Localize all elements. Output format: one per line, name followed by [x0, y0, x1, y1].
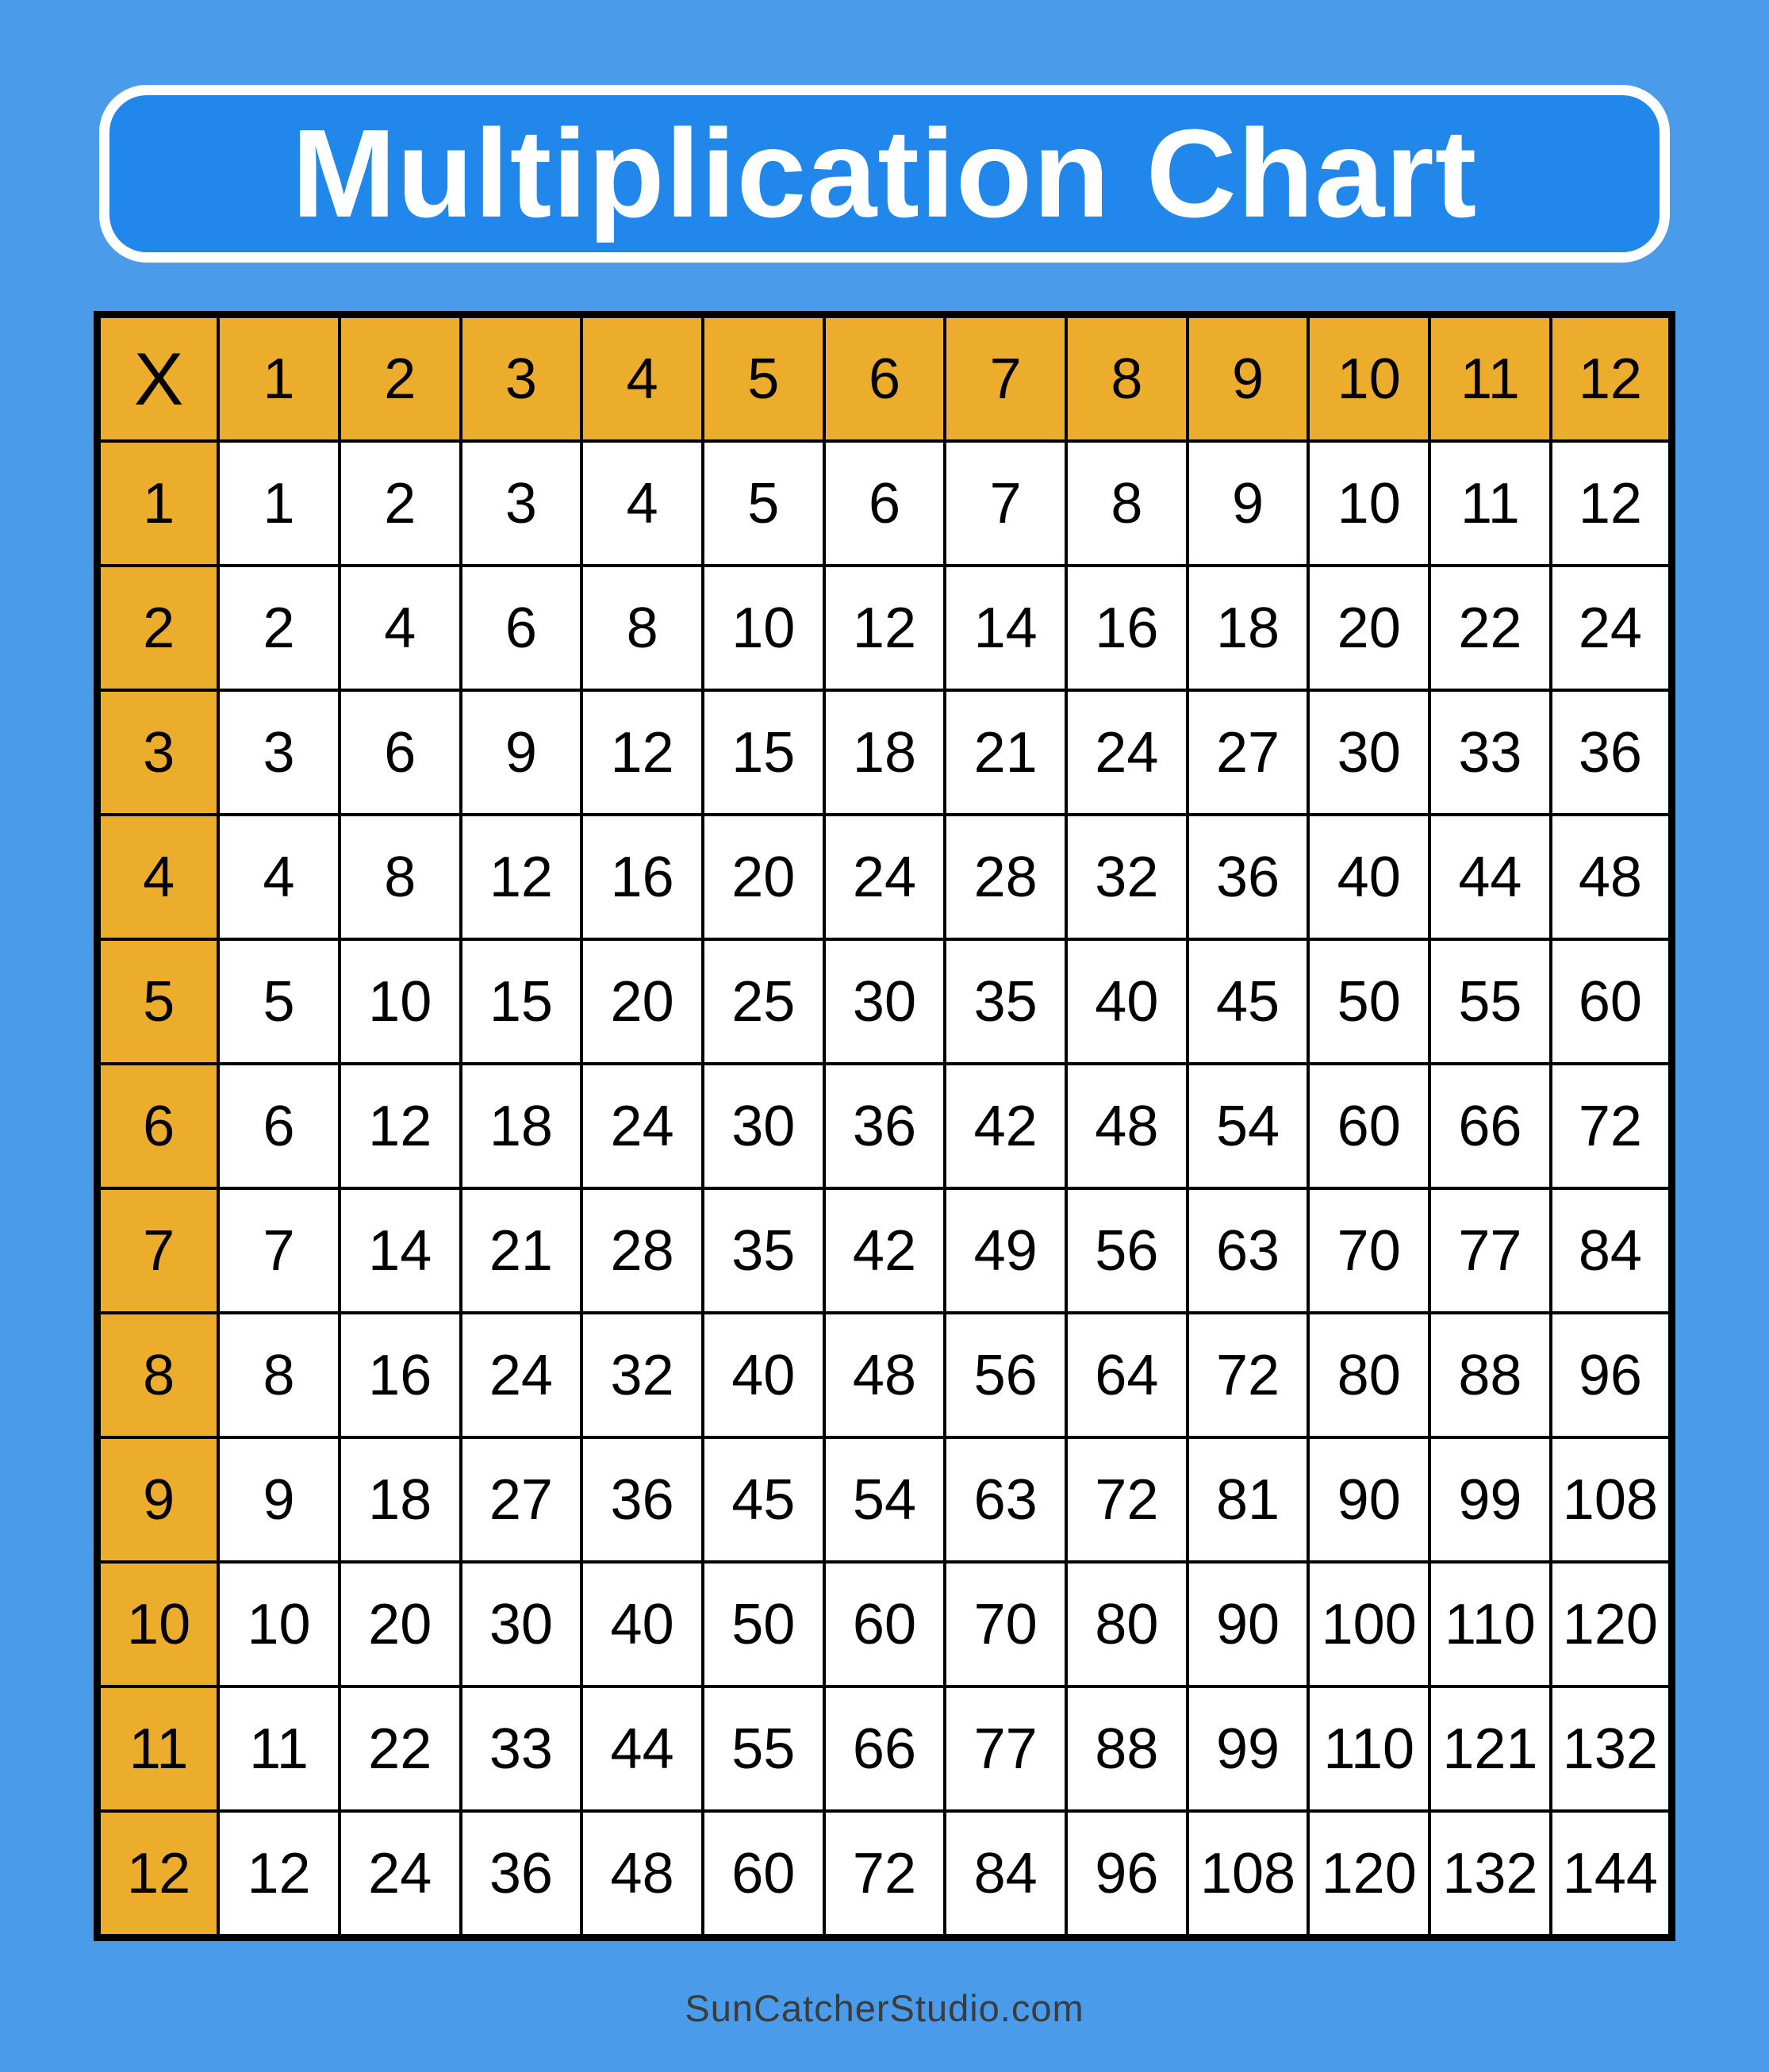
product-cell-2x11: 22	[1429, 566, 1551, 690]
product-cell-2x5: 10	[703, 566, 824, 690]
product-cell-5x11: 55	[1429, 939, 1551, 1064]
product-cell-7x8: 56	[1066, 1188, 1188, 1313]
product-cell-8x4: 32	[581, 1313, 703, 1437]
product-cell-3x4: 12	[581, 690, 703, 815]
product-cell-1x8: 8	[1066, 441, 1188, 566]
product-cell-11x11: 121	[1429, 1686, 1551, 1811]
product-cell-3x12: 36	[1551, 690, 1672, 815]
row-header-3: 3	[98, 690, 219, 815]
column-header-3: 3	[461, 315, 582, 442]
product-cell-11x5: 55	[703, 1686, 824, 1811]
product-cell-4x9: 36	[1188, 815, 1309, 939]
product-cell-6x9: 54	[1188, 1064, 1309, 1188]
product-cell-1x6: 6	[824, 441, 946, 566]
product-cell-4x3: 12	[461, 815, 582, 939]
product-cell-11x4: 44	[581, 1686, 703, 1811]
product-cell-4x4: 16	[581, 815, 703, 939]
product-cell-12x2: 24	[340, 1811, 461, 1938]
product-cell-3x7: 21	[945, 690, 1066, 815]
product-cell-7x10: 70	[1308, 1188, 1429, 1313]
product-cell-1x4: 4	[581, 441, 703, 566]
table-row-5	[98, 939, 1672, 1064]
product-cell-9x4: 36	[581, 1437, 703, 1562]
product-cell-2x9: 18	[1188, 566, 1309, 690]
product-cell-7x12: 84	[1551, 1188, 1672, 1313]
product-cell-10x6: 60	[824, 1562, 946, 1686]
product-cell-7x3: 21	[461, 1188, 582, 1313]
product-cell-6x12: 72	[1551, 1064, 1672, 1188]
column-header-9: 9	[1188, 315, 1309, 442]
title-banner	[99, 85, 1670, 263]
product-cell-2x3: 6	[461, 566, 582, 690]
product-cell-3x1: 3	[218, 690, 340, 815]
product-cell-4x2: 8	[340, 815, 461, 939]
product-cell-10x9: 90	[1188, 1562, 1309, 1686]
product-cell-2x12: 24	[1551, 566, 1672, 690]
header-row	[98, 315, 1672, 442]
table-row-2	[98, 566, 1672, 690]
corner-cell: X	[98, 315, 219, 442]
product-cell-10x3: 30	[461, 1562, 582, 1686]
product-cell-8x5: 40	[703, 1313, 824, 1437]
product-cell-3x10: 30	[1308, 690, 1429, 815]
product-cell-2x4: 8	[581, 566, 703, 690]
product-cell-5x4: 20	[581, 939, 703, 1064]
product-cell-5x9: 45	[1188, 939, 1309, 1064]
product-cell-7x2: 14	[340, 1188, 461, 1313]
product-cell-10x7: 70	[945, 1562, 1066, 1686]
product-cell-9x10: 90	[1308, 1437, 1429, 1562]
product-cell-1x7: 7	[945, 441, 1066, 566]
product-cell-9x6: 54	[824, 1437, 946, 1562]
product-cell-11x2: 22	[340, 1686, 461, 1811]
product-cell-10x11: 110	[1429, 1562, 1551, 1686]
row-header-1: 1	[98, 441, 219, 566]
product-cell-6x11: 66	[1429, 1064, 1551, 1188]
product-cell-7x4: 28	[581, 1188, 703, 1313]
product-cell-5x12: 60	[1551, 939, 1672, 1064]
row-header-4: 4	[98, 815, 219, 939]
product-cell-11x10: 110	[1308, 1686, 1429, 1811]
table-row-7	[98, 1188, 1672, 1313]
product-cell-3x8: 24	[1066, 690, 1188, 815]
row-header-6: 6	[98, 1064, 219, 1188]
product-cell-3x2: 6	[340, 690, 461, 815]
product-cell-2x7: 14	[945, 566, 1066, 690]
row-header-5: 5	[98, 939, 219, 1064]
row-header-12: 12	[98, 1811, 219, 1938]
product-cell-12x3: 36	[461, 1811, 582, 1938]
product-cell-1x2: 2	[340, 441, 461, 566]
product-cell-8x10: 80	[1308, 1313, 1429, 1437]
product-cell-9x7: 63	[945, 1437, 1066, 1562]
row-header-7: 7	[98, 1188, 219, 1313]
product-cell-7x6: 42	[824, 1188, 946, 1313]
product-cell-9x5: 45	[703, 1437, 824, 1562]
table-row-9	[98, 1437, 1672, 1562]
product-cell-3x3: 9	[461, 690, 582, 815]
table-row-4	[98, 815, 1672, 939]
product-cell-8x7: 56	[945, 1313, 1066, 1437]
product-cell-7x5: 35	[703, 1188, 824, 1313]
product-cell-2x10: 20	[1308, 566, 1429, 690]
product-cell-10x4: 40	[581, 1562, 703, 1686]
product-cell-7x1: 7	[218, 1188, 340, 1313]
product-cell-5x2: 10	[340, 939, 461, 1064]
product-cell-5x6: 30	[824, 939, 946, 1064]
product-cell-4x1: 4	[218, 815, 340, 939]
product-cell-5x8: 40	[1066, 939, 1188, 1064]
product-cell-10x10: 100	[1308, 1562, 1429, 1686]
product-cell-9x2: 18	[340, 1437, 461, 1562]
product-cell-8x12: 96	[1551, 1313, 1672, 1437]
row-header-8: 8	[98, 1313, 219, 1437]
product-cell-8x11: 88	[1429, 1313, 1551, 1437]
multiplication-table	[94, 311, 1675, 1941]
product-cell-2x1: 2	[218, 566, 340, 690]
product-cell-1x1: 1	[218, 441, 340, 566]
product-cell-12x6: 72	[824, 1811, 946, 1938]
product-cell-1x5: 5	[703, 441, 824, 566]
product-cell-7x9: 63	[1188, 1188, 1309, 1313]
column-header-6: 6	[824, 315, 946, 442]
product-cell-11x1: 11	[218, 1686, 340, 1811]
product-cell-4x6: 24	[824, 815, 946, 939]
product-cell-9x12: 108	[1551, 1437, 1672, 1562]
column-header-8: 8	[1066, 315, 1188, 442]
product-cell-12x4: 48	[581, 1811, 703, 1938]
product-cell-6x10: 60	[1308, 1064, 1429, 1188]
product-cell-11x8: 88	[1066, 1686, 1188, 1811]
product-cell-9x3: 27	[461, 1437, 582, 1562]
column-header-7: 7	[945, 315, 1066, 442]
product-cell-5x7: 35	[945, 939, 1066, 1064]
row-header-2: 2	[98, 566, 219, 690]
product-cell-4x12: 48	[1551, 815, 1672, 939]
product-cell-10x1: 10	[218, 1562, 340, 1686]
product-cell-9x11: 99	[1429, 1437, 1551, 1562]
column-header-1: 1	[218, 315, 340, 442]
column-header-10: 10	[1308, 315, 1429, 442]
column-header-11: 11	[1429, 315, 1551, 442]
product-cell-9x8: 72	[1066, 1437, 1188, 1562]
product-cell-10x5: 50	[703, 1562, 824, 1686]
product-cell-3x9: 27	[1188, 690, 1309, 815]
product-cell-3x11: 33	[1429, 690, 1551, 815]
product-cell-6x1: 6	[218, 1064, 340, 1188]
row-header-11: 11	[98, 1686, 219, 1811]
footer-credit: SunCatcherStudio.com	[685, 1987, 1084, 2029]
product-cell-9x1: 9	[218, 1437, 340, 1562]
product-cell-4x8: 32	[1066, 815, 1188, 939]
product-cell-2x8: 16	[1066, 566, 1188, 690]
product-cell-12x1: 12	[218, 1811, 340, 1938]
product-cell-12x9: 108	[1188, 1811, 1309, 1938]
product-cell-5x10: 50	[1308, 939, 1429, 1064]
table-row-11	[98, 1686, 1672, 1811]
product-cell-3x5: 15	[703, 690, 824, 815]
product-cell-6x2: 12	[340, 1064, 461, 1188]
product-cell-6x7: 42	[945, 1064, 1066, 1188]
product-cell-8x8: 64	[1066, 1313, 1188, 1437]
table-body	[98, 441, 1672, 1938]
product-cell-10x12: 120	[1551, 1562, 1672, 1686]
product-cell-11x3: 33	[461, 1686, 582, 1811]
product-cell-10x8: 80	[1066, 1562, 1188, 1686]
product-cell-7x11: 77	[1429, 1188, 1551, 1313]
product-cell-1x9: 9	[1188, 441, 1309, 566]
column-header-4: 4	[581, 315, 703, 442]
product-cell-6x5: 30	[703, 1064, 824, 1188]
table-row-12	[98, 1811, 1672, 1938]
product-cell-11x9: 99	[1188, 1686, 1309, 1811]
product-cell-12x7: 84	[945, 1811, 1066, 1938]
product-cell-1x3: 3	[461, 441, 582, 566]
table-header-row	[98, 315, 1672, 442]
product-cell-4x10: 40	[1308, 815, 1429, 939]
product-cell-5x3: 15	[461, 939, 582, 1064]
table-row-3	[98, 690, 1672, 815]
product-cell-1x10: 10	[1308, 441, 1429, 566]
page-title: Multiplication Chart	[291, 104, 1478, 244]
product-cell-6x3: 18	[461, 1064, 582, 1188]
product-cell-2x6: 12	[824, 566, 946, 690]
column-header-2: 2	[340, 315, 461, 442]
product-cell-11x7: 77	[945, 1686, 1066, 1811]
product-cell-5x5: 25	[703, 939, 824, 1064]
product-cell-9x9: 81	[1188, 1437, 1309, 1562]
product-cell-4x5: 20	[703, 815, 824, 939]
product-cell-2x2: 4	[340, 566, 461, 690]
column-header-12: 12	[1551, 315, 1672, 442]
column-header-5: 5	[703, 315, 824, 442]
product-cell-6x8: 48	[1066, 1064, 1188, 1188]
product-cell-6x6: 36	[824, 1064, 946, 1188]
product-cell-8x3: 24	[461, 1313, 582, 1437]
product-cell-4x11: 44	[1429, 815, 1551, 939]
product-cell-8x2: 16	[340, 1313, 461, 1437]
row-header-10: 10	[98, 1562, 219, 1686]
product-cell-12x5: 60	[703, 1811, 824, 1938]
table-row-6	[98, 1064, 1672, 1188]
product-cell-12x12: 144	[1551, 1811, 1672, 1938]
product-cell-8x9: 72	[1188, 1313, 1309, 1437]
product-cell-11x12: 132	[1551, 1686, 1672, 1811]
table-row-1	[98, 441, 1672, 566]
table-row-8	[98, 1313, 1672, 1437]
row-header-9: 9	[98, 1437, 219, 1562]
product-cell-5x1: 5	[218, 939, 340, 1064]
product-cell-1x12: 12	[1551, 441, 1672, 566]
product-cell-7x7: 49	[945, 1188, 1066, 1313]
product-cell-8x1: 8	[218, 1313, 340, 1437]
product-cell-12x8: 96	[1066, 1811, 1188, 1938]
table-row-10	[98, 1562, 1672, 1686]
product-cell-8x6: 48	[824, 1313, 946, 1437]
product-cell-6x4: 24	[581, 1064, 703, 1188]
product-cell-1x11: 11	[1429, 441, 1551, 566]
product-cell-12x10: 120	[1308, 1811, 1429, 1938]
product-cell-3x6: 18	[824, 690, 946, 815]
product-cell-10x2: 20	[340, 1562, 461, 1686]
product-cell-12x11: 132	[1429, 1811, 1551, 1938]
product-cell-4x7: 28	[945, 815, 1066, 939]
product-cell-11x6: 66	[824, 1686, 946, 1811]
